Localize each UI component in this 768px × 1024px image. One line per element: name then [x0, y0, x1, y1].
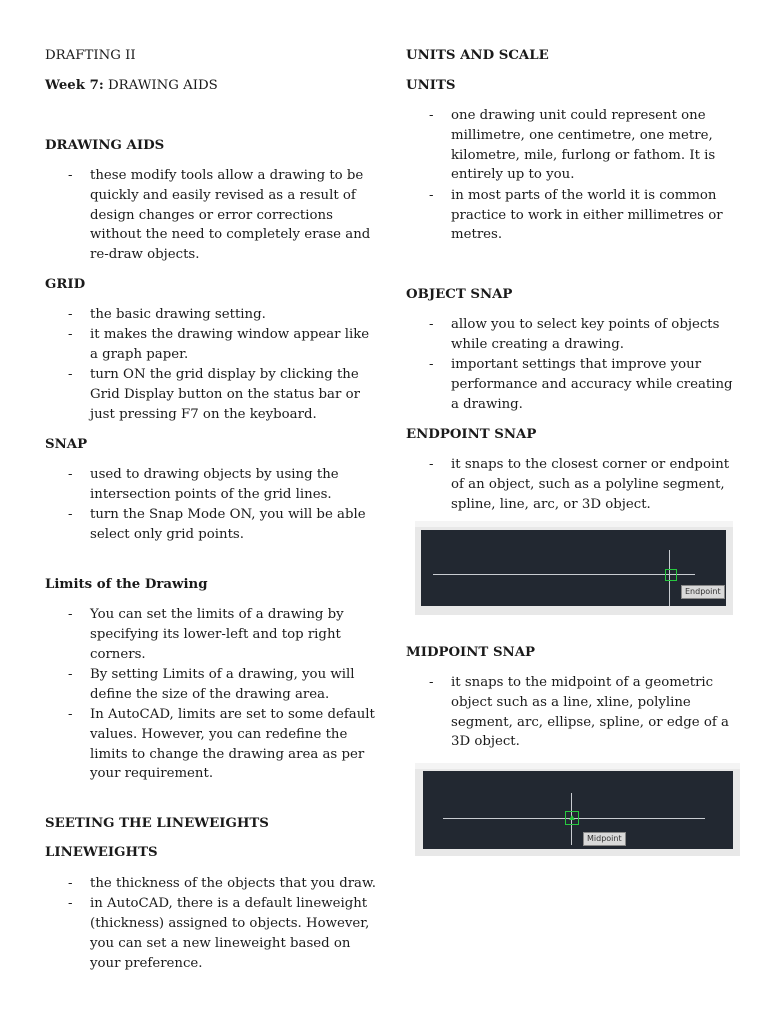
list-item-line: just pressing F7 on the keyboard. [90, 407, 317, 422]
midpoint-triangle-icon [569, 815, 575, 820]
bullet-dash: - [68, 896, 73, 912]
week-topic: DRAWING AIDS [103, 78, 218, 93]
bullet-dash: - [429, 108, 434, 123]
list-item-line: it snaps to the closest corner or endpoint [451, 457, 730, 472]
list-item-line: the basic drawing setting. [90, 307, 266, 322]
heading-drawing-aids: DRAWING AIDS [45, 138, 165, 153]
list-item-line: allow you to select key points of objects [451, 317, 720, 332]
list-item-line: entirely up to you. [451, 167, 575, 183]
heading-limits: Limits of the Drawing [45, 577, 208, 592]
drawing-canvas [423, 771, 733, 849]
bullet-dash: - [68, 507, 73, 523]
heading-object-snap: OBJECT SNAP [406, 287, 513, 302]
list-item-line: used to drawing objects by using the [90, 467, 339, 482]
bullet-dash: - [429, 457, 434, 472]
list-item-line: in most parts of the world it is common [451, 187, 717, 203]
list-item-line: you can set a new lineweight based on [90, 935, 351, 951]
endpoint-snap-screenshot [415, 521, 733, 615]
list-item-line: the thickness of the objects that you draw. [90, 876, 377, 891]
drawing-canvas [421, 530, 726, 606]
endpoint-marker-icon [665, 569, 677, 581]
heading-setting-lineweights: SEETING THE LINEWEIGHTS [45, 816, 269, 831]
line-object [433, 574, 695, 575]
list-item-line: By setting Limits of a drawing, you will [90, 666, 355, 682]
bullet-dash: - [429, 317, 434, 332]
heading-grid: GRID [45, 277, 86, 292]
list-item-line: metres. [451, 227, 503, 243]
list-item-line: important settings that improve your [451, 357, 702, 373]
list-item-line: Grid Display button on the status bar or [90, 387, 360, 403]
heading-midpoint-snap: MIDPOINT SNAP [406, 645, 536, 660]
list-item-line: spline, line, arc, or 3D object. [451, 496, 651, 512]
course-title: DRAFTING II [45, 48, 136, 63]
list-item-line: a graph paper. [90, 347, 189, 363]
list-item-line: practice to work in either millimetres or [451, 207, 723, 223]
heading-lineweights: LINEWEIGHTS [45, 845, 158, 860]
bullet-dash: - [429, 357, 434, 373]
list-item-line: re-draw objects. [90, 247, 200, 263]
bullet-dash: - [68, 707, 73, 722]
list-item-line: quickly and easily revised as a result of [90, 187, 356, 203]
list-item-line: intersection points of the grid lines. [90, 486, 332, 502]
list-item-line: corners. [90, 646, 146, 662]
week-label: Week 7: [45, 78, 104, 93]
bullet-dash: - [68, 607, 73, 622]
bullet-dash: - [68, 168, 73, 183]
list-item-line: of an object, such as a polyline segment, [451, 476, 725, 492]
heading-snap: SNAP [45, 437, 88, 452]
list-item-line: 3D object. [451, 734, 520, 750]
list-item-line: millimetre, one centimetre, one metre, [451, 127, 713, 143]
heading-units-and-scale: UNITS AND SCALE [406, 48, 549, 63]
list-item-line: specifying its lower-left and top right [90, 626, 341, 642]
list-item-line: without the need to completely erase and [90, 227, 371, 243]
midpoint-tooltip: Midpoint [583, 832, 626, 846]
list-item-line: performance and accuracy while creating [451, 376, 733, 392]
bullet-dash: - [68, 307, 73, 322]
list-item-line: turn ON the grid display by clicking the [90, 367, 359, 383]
list-item-line: in AutoCAD, there is a default lineweight [90, 896, 368, 912]
bullet-dash: - [68, 467, 73, 482]
list-item-line: select only grid points. [90, 526, 244, 542]
list-item-line: it snaps to the midpoint of a geometric [451, 675, 714, 690]
list-item-line: design changes or error corrections [90, 207, 333, 223]
bullet-dash: - [68, 327, 73, 343]
list-item-line: define the size of the drawing area. [90, 686, 330, 702]
list-item-line: these modify tools allow a drawing to be [90, 168, 364, 183]
heading-endpoint-snap: ENDPOINT SNAP [406, 427, 537, 442]
list-item-line: object such as a line, xline, polyline [451, 694, 691, 710]
list-item-line: (thickness) assigned to objects. However, [90, 916, 370, 932]
list-item-line: a drawing. [451, 396, 523, 412]
list-item-line: it makes the drawing window appear like [90, 327, 370, 343]
list-item-line: In AutoCAD, limits are set to some default [90, 707, 375, 722]
list-item-line: values. However, you can redefine the [90, 726, 348, 742]
heading-units: UNITS [406, 78, 456, 93]
midpoint-snap-screenshot [415, 763, 740, 856]
list-item-line: You can set the limits of a drawing by [90, 607, 344, 622]
bullet-dash: - [68, 367, 73, 383]
list-item-line: kilometre, mile, furlong or fathom. It is [451, 147, 716, 163]
bullet-dash: - [429, 187, 434, 203]
endpoint-tooltip: Endpoint [681, 585, 725, 599]
list-item-line: segment, arc, ellipse, spline, or edge of a [451, 714, 729, 730]
bullet-dash: - [68, 666, 73, 682]
bullet-dash: - [68, 876, 73, 891]
list-item-line: while creating a drawing. [451, 336, 624, 352]
bullet-dash: - [429, 675, 434, 690]
list-item-line: your requirement. [90, 766, 214, 782]
list-item-line: turn the Snap Mode ON, you will be able [90, 507, 366, 523]
week-heading [45, 76, 218, 96]
list-item-line: limits to change the drawing area as per [90, 746, 365, 762]
list-item-line: one drawing unit could represent one [451, 108, 706, 123]
list-item-line: your preference. [90, 955, 203, 971]
